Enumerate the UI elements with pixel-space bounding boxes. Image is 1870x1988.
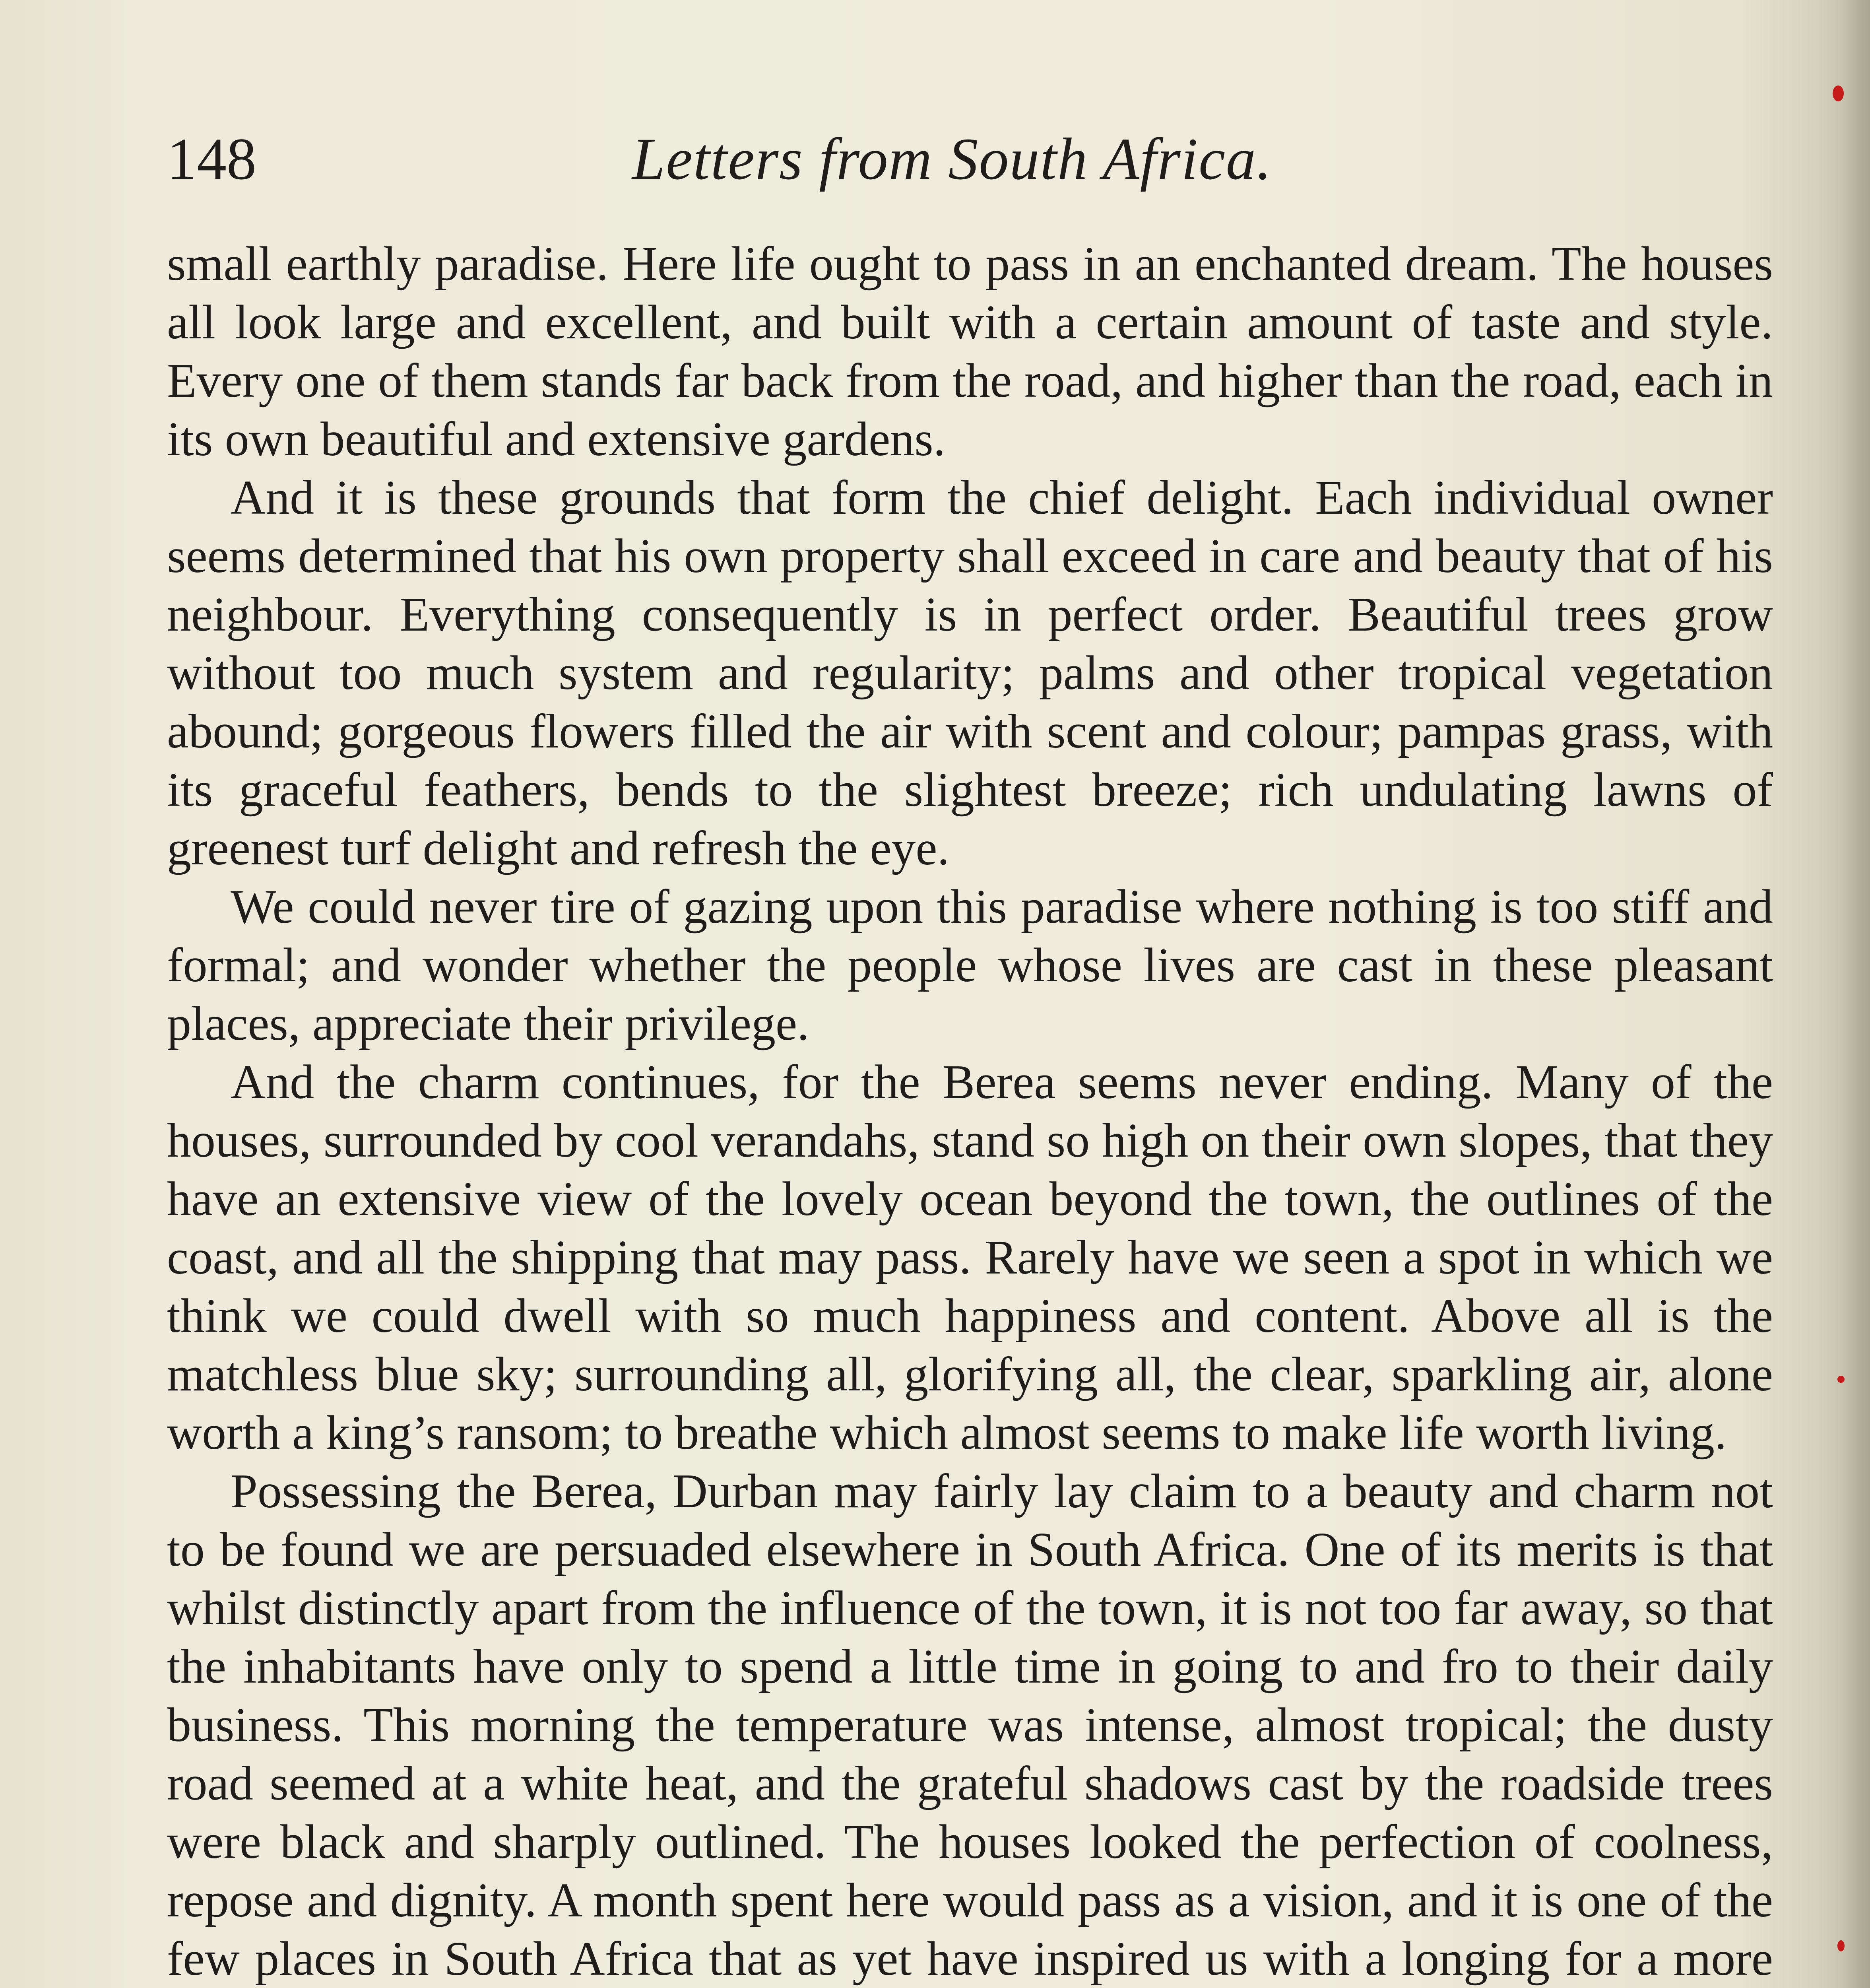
- red-ink-speck: [1833, 85, 1844, 101]
- paragraph-1: small earthly paradise. Here life ought to pass in an enchanted dream. The houses all look large and excellent, and built with a certain amount of taste and style. Every one of them stands far back from the road, and higher than the road, each in its own beautiful and extensive gardens.: [167, 237, 1773, 466]
- page-gutter-edge: [1842, 0, 1870, 1988]
- red-ink-speck: [1837, 1940, 1845, 1951]
- paragraph-3: We could never tire of gazing upon this paradise where nothing is too stiff and formal; and wonder whether the people whose lives are cast in these pleasant places, appreciate their privilege.: [167, 880, 1773, 1050]
- paragraph-4: And the charm continues, for the Berea seems never ending. Many of the houses, surrounded by cool verandahs, stand so high on their own slopes, that they have an extensive view of the lovely ocean beyond the town, the outlines of the coast, and all the shipping that may pass. Rarely have we seen a spot in which we think we could dwell with so much happiness and content. Above all is the matchless blue sky; surrounding all, glorifying all, the clear, sparkling air, alone worth a king’s ransom; to breathe which almost seems to make life worth living.: [167, 1055, 1773, 1460]
- paragraph-2: And it is these grounds that form the chief delight. Each individual owner seems determined that his own property shall exceed in care and beauty that of his neighbour. Everything consequently is in perfect order. Beautiful trees grow without too much system and regularity; palms and other tropical vegetation abound; gorgeous flowers filled the air with scent and colour; pampas grass, with its graceful feathers, bends to the slightest breeze; rich undulating lawns of greenest turf delight and refresh the eye.: [167, 471, 1773, 875]
- page-header: [167, 119, 1717, 199]
- page-number: 148: [167, 126, 256, 192]
- body-text: [167, 235, 1773, 1988]
- red-ink-speck: [1837, 1376, 1845, 1383]
- paragraph-5: Possessing the Berea, Durban may fairly lay claim to a beauty and charm not to be found we are persuaded elsewhere in South Africa. One of its merits is that whilst distinctly apart from the influence of the town, it is not too far away, so that the inhabitants have only to spend a little time in going to and fro to their daily business. This morning the temperature was intense, almost tropical; the dusty road seemed at a white heat, and the grateful shadows cast by the roadside trees were black and sharply outlined. The houses looked the perfection of coolness, repose and dignity. A month spent here would pass as a vision, and it is one of the few places in South Africa that as yet have inspired us with a longing for a more: [167, 1464, 1773, 1986]
- running-title: Letters from South Africa.: [632, 126, 1273, 192]
